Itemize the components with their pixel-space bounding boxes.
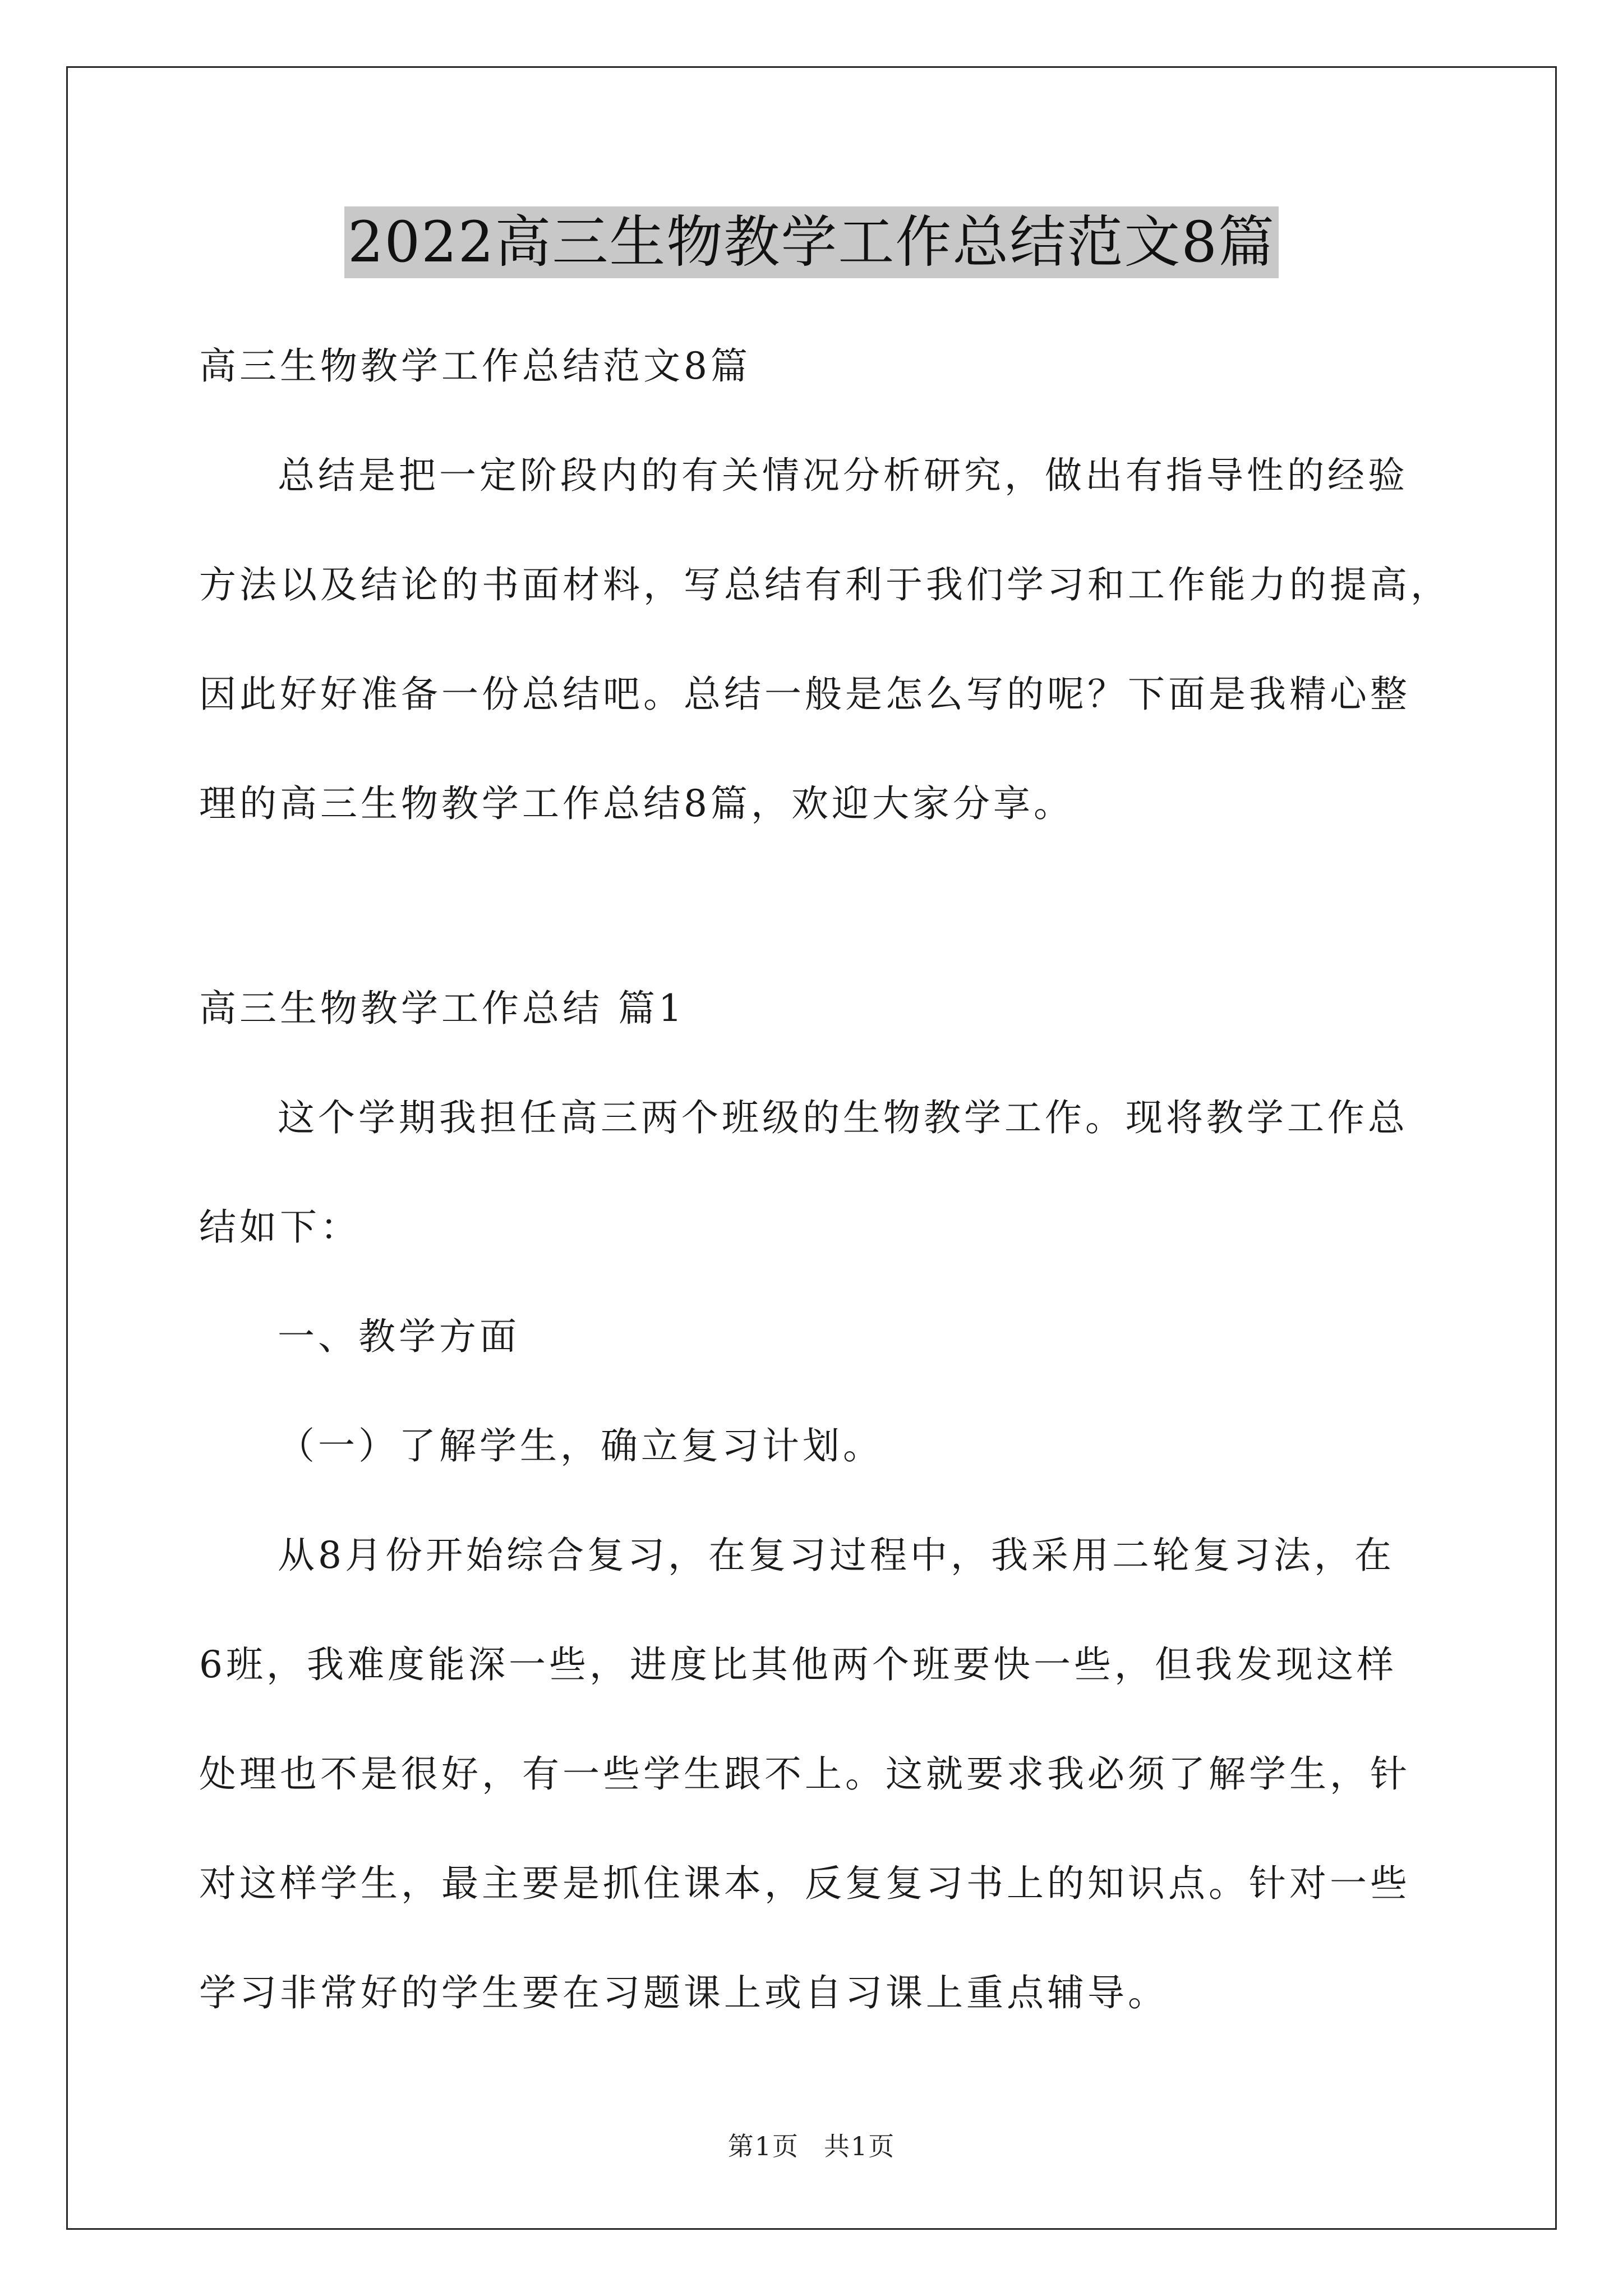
page-footer bbox=[0, 2126, 1623, 2163]
page-number: 第1页 bbox=[727, 2131, 799, 2161]
document-subtitle: 高三生物教学工作总结范文8篇 bbox=[199, 344, 751, 388]
para2-line-3: 处理也不是很好，有一些学生跟不上。这就要求我必须了解学生，针 bbox=[199, 1752, 1410, 1796]
document-body bbox=[199, 311, 1451, 2047]
intro-line-3: 因此好好准备一份总结吧。总结一般是怎么写的呢？下面是我精心整 bbox=[199, 673, 1410, 716]
para1-line-2: 结如下： bbox=[199, 1205, 361, 1249]
subheading-understand-students: （一）了解学生，确立复习计划。 bbox=[278, 1424, 883, 1467]
intro-line-4: 理的高三生物教学工作总结8篇，欢迎大家分享。 bbox=[199, 782, 1074, 825]
para2-line-5: 学习非常好的学生要在习题课上或自习课上重点辅导。 bbox=[199, 1971, 1168, 2014]
title-area bbox=[0, 206, 1623, 278]
page-total: 共1页 bbox=[824, 2131, 896, 2161]
para2-line-4: 对这样学生，最主要是抓住课本，反复复习书上的知识点。针对一些 bbox=[199, 1862, 1410, 1905]
para1-line-1: 这个学期我担任高三两个班级的生物教学工作。现将教学工作总 bbox=[278, 1096, 1408, 1139]
para2-line-1: 从8月份开始综合复习，在复习过程中，我采用二轮复习法，在 bbox=[278, 1534, 1395, 1577]
heading-teaching: 一、教学方面 bbox=[278, 1315, 520, 1358]
intro-line-2: 方法以及结论的书面材料，写总结有利于我们学习和工作能力的提高， bbox=[199, 563, 1451, 606]
paragraph-gap bbox=[199, 858, 1433, 954]
para2-line-2: 6班，我难度能深一些，进度比其他两个班要快一些，但我发现这样 bbox=[199, 1643, 1397, 1686]
document-title: 2022高三生物教学工作总结范文8篇 bbox=[344, 206, 1279, 278]
intro-line-1: 总结是把一定阶段内的有关情况分析研究，做出有指导性的经验 bbox=[278, 454, 1408, 497]
section-heading: 高三生物教学工作总结 篇1 bbox=[199, 987, 685, 1030]
